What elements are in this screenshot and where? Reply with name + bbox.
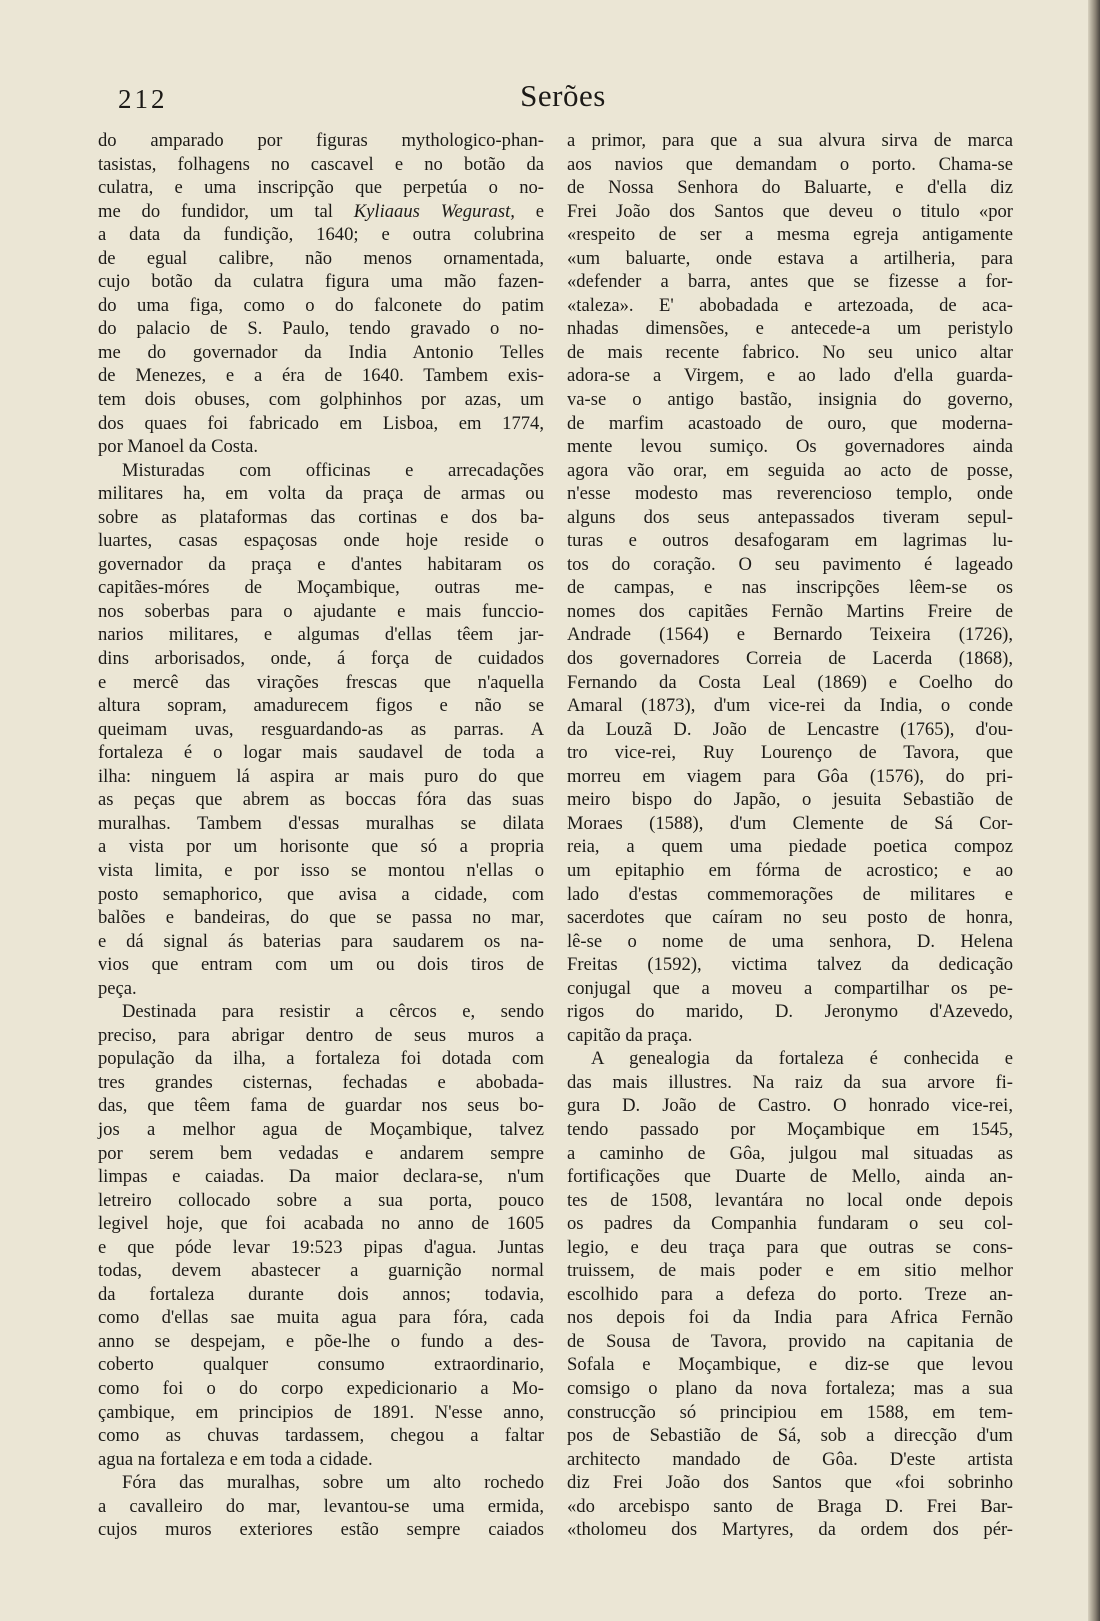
text-line xyxy=(98,1047,544,1071)
text-line xyxy=(567,1024,1013,1048)
text-line xyxy=(567,435,1013,459)
text-line xyxy=(98,576,544,600)
text-line xyxy=(98,529,544,553)
text-segment: e mercê das virações frescas que n'aquella xyxy=(98,671,544,693)
text-line xyxy=(567,953,1013,977)
text-line xyxy=(98,741,544,765)
text-line xyxy=(98,412,544,436)
text-segment: nhadas dimensões, e antecede-a um peristylo xyxy=(567,318,1013,340)
text-line xyxy=(567,694,1013,718)
text-line xyxy=(567,553,1013,577)
text-line xyxy=(98,977,544,1001)
text-segment: muralhas. Tambem d'essas muralhas se dilata xyxy=(98,812,544,834)
text-segment: çambique, em principios de 1891. N'esse anno, xyxy=(98,1401,544,1423)
right-text-column xyxy=(567,129,1013,1542)
text-line xyxy=(98,200,544,224)
text-segment: população da ilha, a fortaleza foi dotada com xyxy=(98,1048,544,1070)
text-segment: peça. xyxy=(98,977,137,999)
text-segment: altura sopram, amadurecem figos e não se xyxy=(98,695,544,717)
text-segment: anno se despejam, e põe-lhe o fundo a des- xyxy=(98,1330,544,1352)
text-line xyxy=(567,294,1013,318)
text-segment: militares ha, em volta da praça de armas ou xyxy=(98,483,544,505)
text-segment: «respeito de ser a mesma egreja antigamente xyxy=(567,224,1013,246)
text-segment: va-se o antigo bastão, insignia do governo, xyxy=(567,389,1013,411)
text-segment: dos governadores Correia de Lacerda (1868), xyxy=(567,648,1013,670)
text-line xyxy=(567,718,1013,742)
text-line xyxy=(98,1071,544,1095)
text-segment: por serem bem vedadas e andarem sempre xyxy=(98,1142,544,1164)
text-line xyxy=(567,506,1013,530)
text-line xyxy=(567,317,1013,341)
text-line xyxy=(98,953,544,977)
text-line xyxy=(567,1448,1013,1472)
text-line xyxy=(98,1094,544,1118)
text-segment: da Louzã D. João de Lencastre (1765), d'ou- xyxy=(567,718,1013,740)
text-line xyxy=(567,270,1013,294)
text-line xyxy=(567,247,1013,271)
text-segment: aos navios que demandam o porto. Chama-se xyxy=(567,153,1013,175)
text-line xyxy=(567,1495,1013,1519)
text-segment: as peças que abrem as boccas fóra das suas xyxy=(98,789,544,811)
text-line xyxy=(98,647,544,671)
text-segment: capitão da praça. xyxy=(567,1024,693,1046)
text-line xyxy=(567,223,1013,247)
text-segment: nos depois foi da India para Africa Fernão xyxy=(567,1307,1013,1329)
text-line xyxy=(98,859,544,883)
text-segment: mente levou sumiço. Os governadores ainda xyxy=(567,436,1013,458)
text-line xyxy=(567,600,1013,624)
text-segment: de Nossa Senhora do Baluarte, e d'ella diz xyxy=(567,177,1013,199)
text-line xyxy=(98,459,544,483)
text-segment: e que póde levar 19:523 pipas d'agua. Juntas xyxy=(98,1236,544,1258)
text-segment: tro vice-rei, Ruy Lourenço de Tavora, que xyxy=(567,742,1013,764)
text-line xyxy=(98,1000,544,1024)
text-line xyxy=(98,1330,544,1354)
text-segment: architecto mandado de Gôa. D'este artista xyxy=(567,1448,1013,1470)
text-line xyxy=(567,859,1013,883)
text-segment: da fortaleza durante dois annos; todavia, xyxy=(98,1283,544,1305)
text-segment: tendo passado por Moçambique em 1545, xyxy=(567,1118,1013,1140)
text-line xyxy=(567,1094,1013,1118)
text-segment: legivel hoje, que foi acabada no anno de 1605 xyxy=(98,1213,544,1235)
text-segment: governador da praça e d'antes habitaram os xyxy=(98,553,544,575)
text-line xyxy=(98,1142,544,1166)
text-line xyxy=(567,1165,1013,1189)
text-segment: «defender a barra, antes que se fizesse a for- xyxy=(567,271,1013,293)
text-line xyxy=(567,1047,1013,1071)
text-line xyxy=(98,435,544,459)
text-line xyxy=(567,977,1013,1001)
text-segment: tasistas, folhagens no cascavel e no botão da xyxy=(98,153,544,175)
text-segment: e xyxy=(514,200,544,222)
text-segment: fortificações que Duarte de Mello, ainda an- xyxy=(567,1166,1013,1188)
text-line xyxy=(98,1424,544,1448)
text-segment: a primor, para que a sua alvura sirva de marca xyxy=(567,130,1013,151)
text-segment: Amaral (1873), d'um vice-rei da India, o conde xyxy=(567,695,1013,717)
text-segment: «taleza». E' abobadada e artezoada, de aca- xyxy=(567,294,1013,316)
text-segment: culatra, e uma inscripção que perpetúa o no- xyxy=(98,177,544,199)
text-line xyxy=(98,812,544,836)
text-line xyxy=(567,812,1013,836)
text-segment: legio, e deu traça para que outras se cons- xyxy=(567,1236,1013,1258)
text-line xyxy=(98,553,544,577)
text-segment: diz Frei João dos Santos que «foi sobrinho xyxy=(567,1472,1013,1494)
text-line xyxy=(98,317,544,341)
text-line xyxy=(98,1401,544,1425)
text-segment: a cavalleiro do mar, levantou-se uma ermida, xyxy=(98,1495,544,1517)
text-line xyxy=(567,1259,1013,1283)
text-line xyxy=(98,482,544,506)
text-segment: do uma figa, como o do falconete do patim xyxy=(98,294,544,316)
text-segment: Frei João dos Santos que deveu o titulo «por xyxy=(567,200,1013,222)
text-line xyxy=(567,765,1013,789)
text-line xyxy=(567,459,1013,483)
text-line xyxy=(567,623,1013,647)
text-segment: dos quaes foi fabricado em Lisboa, em 1774, xyxy=(98,412,544,434)
text-line xyxy=(567,482,1013,506)
text-segment: reia, a quem uma piedade poetica compoz xyxy=(567,836,1013,858)
text-segment: n'esse modesto mas reverencioso templo, onde xyxy=(567,483,1013,505)
text-line xyxy=(567,1471,1013,1495)
running-title: Serões xyxy=(520,78,606,113)
text-segment: turas e outros desafogaram em lagrimas lu- xyxy=(567,530,1013,552)
text-segment: do amparado por figuras mythologico-phan- xyxy=(98,130,544,151)
text-segment: truissem, de mais poder e em sitio melhor xyxy=(567,1260,1013,1282)
text-segment: nomes dos capitães Fernão Martins Freire de xyxy=(567,600,1013,622)
text-segment: agua na fortaleza e em toda a cidade. xyxy=(98,1448,373,1470)
text-line xyxy=(98,388,544,412)
text-line xyxy=(567,1071,1013,1095)
text-segment: adora-se a Virgem, e ao lado d'ella guarda- xyxy=(567,365,1013,387)
text-line xyxy=(567,883,1013,907)
text-line xyxy=(567,1377,1013,1401)
page-header xyxy=(118,78,1008,122)
text-segment: A genealogia da fortaleza é conhecida e xyxy=(591,1048,1013,1070)
text-segment: dins arborisados, onde, á força de cuidados xyxy=(98,648,544,670)
text-segment: coberto qualquer consumo extraordinario, xyxy=(98,1354,544,1376)
text-segment: escolhido para a defeza do porto. Treze an- xyxy=(567,1283,1013,1305)
text-line xyxy=(98,341,544,365)
text-segment: «do arcebispo santo de Braga D. Frei Bar- xyxy=(567,1495,1013,1517)
text-line xyxy=(98,718,544,742)
text-line xyxy=(567,388,1013,412)
text-segment: ilha: ninguem lá aspira ar mais puro do que xyxy=(98,765,544,787)
text-line xyxy=(98,1165,544,1189)
text-line xyxy=(98,1212,544,1236)
text-segment: Sofala e Moçambique, e diz-se que levou xyxy=(567,1354,1013,1376)
text-line xyxy=(567,1000,1013,1024)
text-line xyxy=(98,1283,544,1307)
text-line xyxy=(98,223,544,247)
text-line xyxy=(98,930,544,954)
text-segment: cujo botão da culatra figura uma mão fazen- xyxy=(98,271,544,293)
text-line xyxy=(567,906,1013,930)
text-segment: de mais recente fabrico. No seu unico altar xyxy=(567,341,1013,363)
text-line xyxy=(98,600,544,624)
text-line xyxy=(98,671,544,695)
text-line xyxy=(98,883,544,907)
text-segment: conjugal que a moveu a compartilhar os pe- xyxy=(567,977,1013,999)
text-segment: nos soberbas para o ajudante e mais funccio- xyxy=(98,600,544,622)
text-segment: de egual calibre, não menos ornamentada, xyxy=(98,247,544,269)
text-line xyxy=(567,1353,1013,1377)
text-line xyxy=(567,1212,1013,1236)
text-segment: os padres da Companhia fundaram o seu col- xyxy=(567,1213,1013,1235)
text-line xyxy=(567,1283,1013,1307)
text-segment: capitães-móres de Moçambique, outras me- xyxy=(98,577,544,599)
text-segment: jos a melhor agua de Moçambique, talvez xyxy=(98,1118,544,1140)
text-line xyxy=(98,906,544,930)
text-line xyxy=(567,576,1013,600)
text-segment: me do fundidor, um tal xyxy=(98,200,354,222)
text-line xyxy=(98,1189,544,1213)
text-segment: como foi o do corpo expedicionario a Mo- xyxy=(98,1377,544,1399)
text-segment: tes de 1508, levantára no local onde depois xyxy=(567,1189,1013,1211)
text-segment: do palacio de S. Paulo, tendo gravado o no- xyxy=(98,318,544,340)
italic-name: Kyliaaus Wegurast, xyxy=(353,200,515,222)
text-line xyxy=(98,247,544,271)
text-line xyxy=(98,1448,544,1472)
text-line xyxy=(567,1236,1013,1260)
text-segment: vista limita, e por isso se montou n'ellas o xyxy=(98,859,544,881)
text-line xyxy=(98,270,544,294)
text-line xyxy=(98,765,544,789)
text-segment: das mais illustres. Na raiz da sua arvore fi- xyxy=(567,1071,1013,1093)
text-segment: tem dois obuses, com golphinhos por azas, um xyxy=(98,389,544,411)
text-line xyxy=(567,341,1013,365)
text-line xyxy=(567,200,1013,224)
text-segment: me do governador da India Antonio Telles xyxy=(98,341,544,363)
page-edge xyxy=(1088,0,1100,1621)
text-segment: tos do coração. O seu pavimento é lageado xyxy=(567,553,1013,575)
text-segment: luartes, casas espaçosas onde hoje reside o xyxy=(98,530,544,552)
text-segment: Freitas (1592), victima talvez da dedicação xyxy=(567,954,1013,976)
text-line xyxy=(567,364,1013,388)
text-segment: Fernando da Costa Leal (1869) e Coelho do xyxy=(567,671,1013,693)
text-segment: alguns dos seus antepassados tiveram sepul- xyxy=(567,506,1013,528)
text-segment: vios que entram com um ou dois tiros de xyxy=(98,954,544,976)
text-segment: Andrade (1564) e Bernardo Teixeira (1726), xyxy=(567,624,1013,646)
text-line xyxy=(567,1424,1013,1448)
text-segment: meiro bispo do Japão, o jesuita Sebastião de xyxy=(567,789,1013,811)
text-line xyxy=(567,647,1013,671)
text-segment: limpas e caiadas. Da maior declara-se, n'um xyxy=(98,1166,544,1188)
text-segment: e dá signal ás baterias para saudarem os na- xyxy=(98,930,544,952)
text-line xyxy=(567,788,1013,812)
text-line xyxy=(567,529,1013,553)
text-segment: narios militares, e algumas d'ellas têem jar- xyxy=(98,624,544,646)
text-line xyxy=(567,1330,1013,1354)
text-segment: das, que têem fama de guardar nos seus bo- xyxy=(98,1095,544,1117)
text-segment: queimam uvas, resguardando-as as parras. A xyxy=(98,718,544,740)
text-segment: de Sousa de Tavora, provido na capitania de xyxy=(567,1330,1013,1352)
text-line xyxy=(98,1377,544,1401)
text-segment: lado d'estas commemorações de militares e xyxy=(567,883,1013,905)
text-segment: agora vão orar, em seguida ao acto de posse, xyxy=(567,459,1013,481)
text-line xyxy=(98,788,544,812)
text-line xyxy=(567,1118,1013,1142)
text-segment: «um baluarte, onde estava a artilheria, para xyxy=(567,247,1013,269)
text-line xyxy=(98,364,544,388)
text-line xyxy=(98,1306,544,1330)
text-segment: balões e bandeiras, do que se passa no mar, xyxy=(98,907,544,929)
text-line xyxy=(567,930,1013,954)
text-line xyxy=(567,176,1013,200)
text-segment: Misturadas com officinas e arrecadações xyxy=(122,459,544,481)
text-segment: a vista por um horisonte que só a propria xyxy=(98,836,544,858)
text-line xyxy=(98,623,544,647)
text-segment: sacerdotes que caíram no seu posto de honra, xyxy=(567,907,1013,929)
text-segment: letreiro collocado sobre a sua porta, pouco xyxy=(98,1189,544,1211)
text-segment: um epitaphio em fórma de acrostico; e ao xyxy=(567,859,1013,881)
text-line xyxy=(98,1259,544,1283)
text-line xyxy=(567,835,1013,859)
text-segment: Destinada para resistir a cêrcos e, sendo xyxy=(122,1001,544,1023)
text-line xyxy=(98,1353,544,1377)
text-segment: preciso, para abrigar dentro de seus muros a xyxy=(98,1024,544,1046)
text-segment: pos de Sebastião de Sá, sob a direcção d'um xyxy=(567,1425,1013,1447)
text-line xyxy=(98,1236,544,1260)
text-segment: Fóra das muralhas, sobre um alto rochedo xyxy=(122,1472,544,1494)
page-number: 212 xyxy=(118,84,168,114)
text-segment: sobre as plataformas das cortinas e dos ba- xyxy=(98,506,544,528)
text-line xyxy=(98,1024,544,1048)
text-segment: de Menezes, e a éra de 1640. Tambem exis- xyxy=(98,365,544,387)
text-line xyxy=(567,1189,1013,1213)
text-line xyxy=(567,1401,1013,1425)
text-segment: lê-se o nome de uma senhora, D. Helena xyxy=(567,930,1013,952)
text-segment: a caminho de Gôa, julgou mal situadas as xyxy=(567,1142,1013,1164)
text-line xyxy=(98,153,544,177)
left-text-column xyxy=(98,129,544,1542)
text-segment: gura D. João de Castro. O honrado vice-rei, xyxy=(567,1095,1013,1117)
text-line xyxy=(98,1118,544,1142)
text-segment: como d'ellas sae muita agua para fóra, cada xyxy=(98,1307,544,1329)
text-line xyxy=(98,1495,544,1519)
text-line xyxy=(98,129,544,153)
text-line xyxy=(567,1142,1013,1166)
text-line xyxy=(98,176,544,200)
text-line xyxy=(567,153,1013,177)
text-segment: de campas, e nas inscripções lêem-se os xyxy=(567,577,1013,599)
text-segment: tres grandes cisternas, fechadas e abobada- xyxy=(98,1071,544,1093)
text-segment: todas, devem abastecer a guarnição normal xyxy=(98,1260,544,1282)
text-segment: de marfim acastoado de ouro, que moderna- xyxy=(567,412,1013,434)
text-line xyxy=(567,671,1013,695)
text-segment: posto semaphorico, que avisa a cidade, com xyxy=(98,883,544,905)
text-line xyxy=(98,1471,544,1495)
text-segment: construcção só principiou em 1588, em tem- xyxy=(567,1401,1013,1423)
text-line xyxy=(567,741,1013,765)
text-line xyxy=(98,694,544,718)
text-line xyxy=(98,1518,544,1542)
text-segment: «tholomeu dos Martyres, da ordem dos pér- xyxy=(567,1519,1013,1541)
text-line xyxy=(567,1518,1013,1542)
text-line xyxy=(567,129,1013,153)
text-line xyxy=(98,835,544,859)
text-line xyxy=(567,412,1013,436)
text-segment: comsigo o plano da nova fortaleza; mas a sua xyxy=(567,1377,1013,1399)
text-segment: cujos muros exteriores estão sempre caiados xyxy=(98,1519,544,1541)
text-segment: fortaleza é o logar mais saudavel de toda a xyxy=(98,742,544,764)
text-line xyxy=(567,1306,1013,1330)
text-segment: Moraes (1588), d'um Clemente de Sá Cor- xyxy=(567,812,1013,834)
text-segment: rigos do marido, D. Jeronymo d'Azevedo, xyxy=(567,1001,1013,1023)
text-segment: por Manoel da Costa. xyxy=(98,436,259,458)
text-line xyxy=(98,294,544,318)
text-line xyxy=(98,506,544,530)
text-segment: morreu em viagem para Gôa (1576), do pri- xyxy=(567,765,1013,787)
text-segment: como as chuvas tardassem, chegou a faltar xyxy=(98,1425,544,1447)
text-segment: a data da fundição, 1640; e outra colubrina xyxy=(98,224,544,246)
